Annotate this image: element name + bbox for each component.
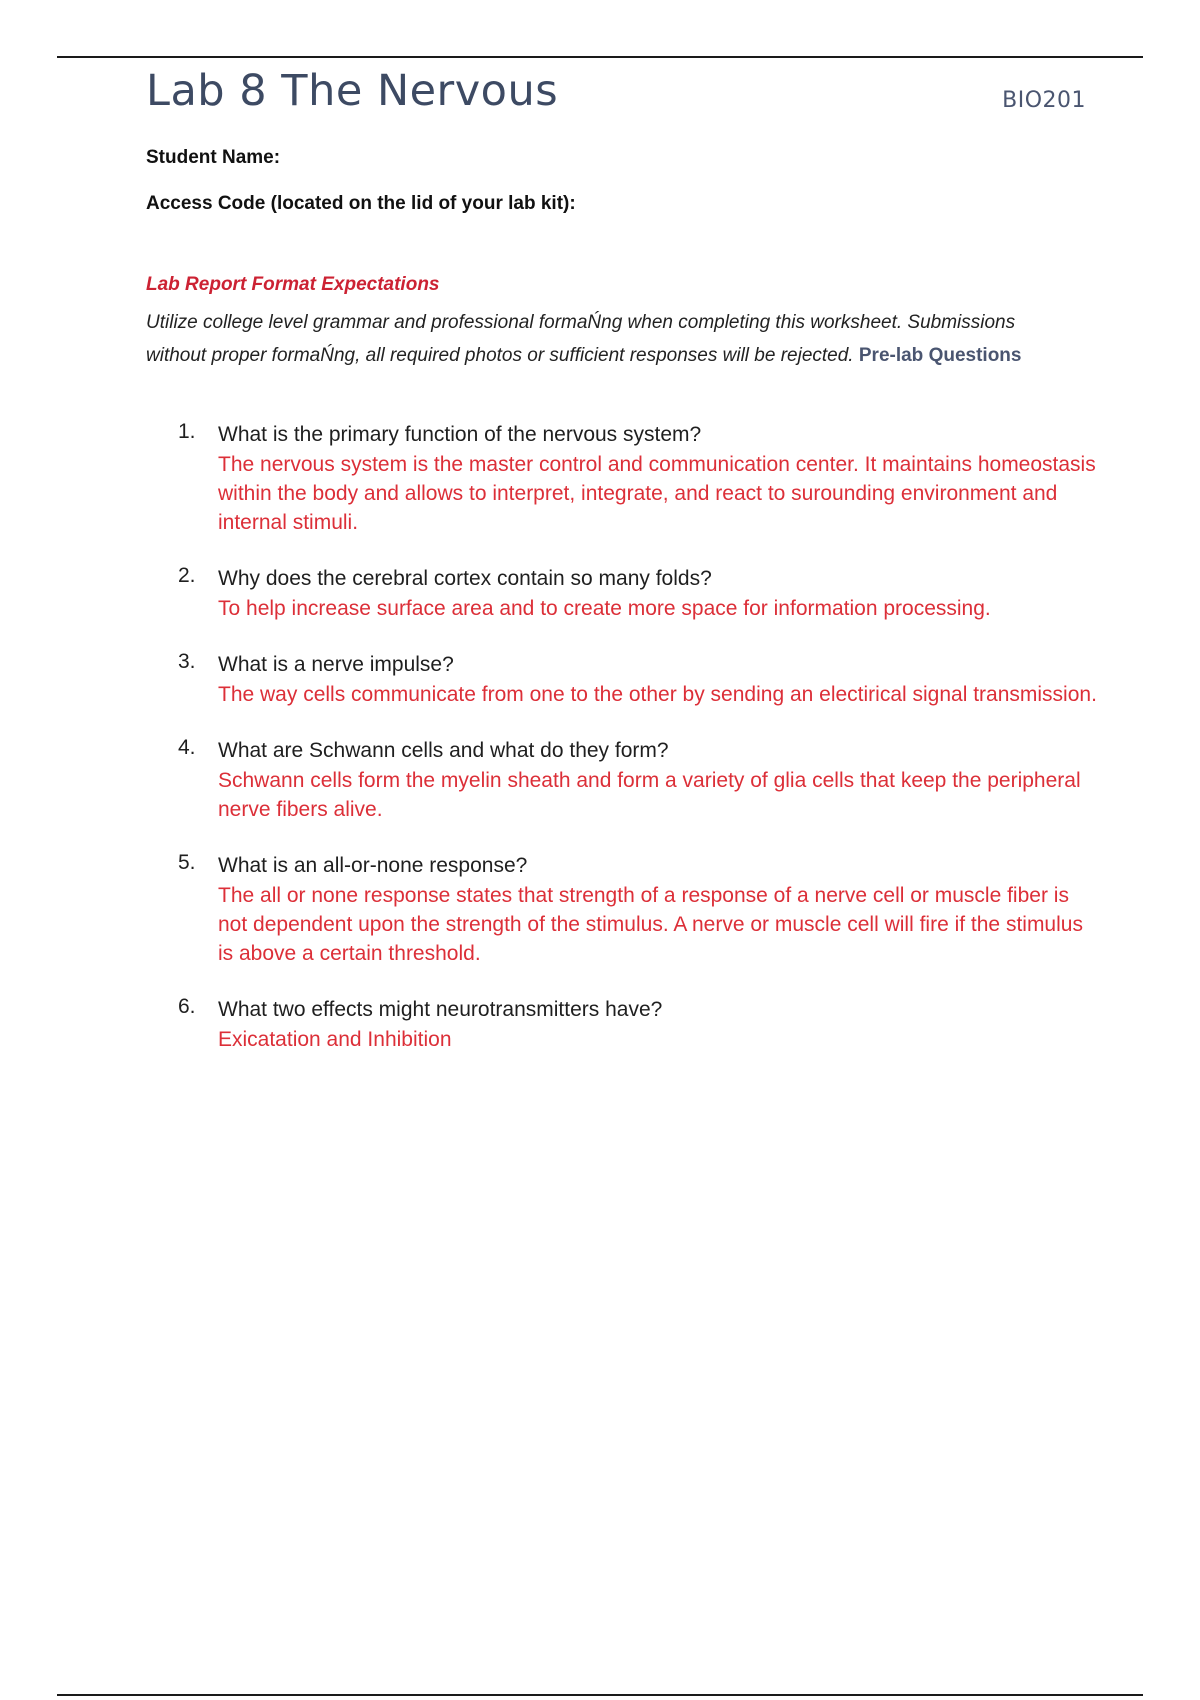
question-number: 4. [178, 736, 196, 759]
document-header [146, 66, 1086, 126]
access-code-label: Access Code (located on the lid of your lab kit): [146, 193, 576, 214]
question-text: What is the primary function of the nervous system? [218, 423, 702, 446]
question-item [178, 851, 1098, 968]
question-number: 5. [178, 851, 196, 874]
top-rule [57, 56, 1143, 58]
page-title: Lab 8 The Nervous [146, 66, 559, 116]
question-item [178, 564, 1098, 623]
question-text: What are Schwann cells and what do they form? [218, 739, 669, 762]
question-number: 6. [178, 995, 196, 1018]
question-number: 2. [178, 564, 196, 587]
format-expectations-body: Utilize college level grammar and professional formaŃng when completing this worksheet. Submissions without proper formaŃng, all required photos or sufficient responses will be rejected. [146, 312, 1016, 366]
question-text: What two effects might neurotransmitters have? [218, 998, 663, 1021]
answer-text: The way cells communicate from one to the other by sending an electirical signal transmission. [218, 683, 1097, 706]
prelab-questions-heading: Pre-lab Questions [858, 345, 1022, 366]
answer-text: To help increase surface area and to create more space for information processing. [218, 597, 991, 620]
question-text: What is an all-or-none response? [218, 854, 528, 877]
format-expectations-text [146, 306, 1076, 372]
answer-text: The nervous system is the master control and communication center. It maintains homeostasis within the body and allows to interpret, integrate, and react to surounding environment and internal stimuli. [218, 453, 1096, 534]
student-name-label: Student Name: [146, 147, 281, 168]
answer-text: The all or none response states that strength of a response of a nerve cell or muscle fiber is not dependent upon the strength of the stimulus. A nerve or muscle cell will fire if the stimulus is above a certain threshold. [218, 884, 1083, 965]
question-item [178, 650, 1098, 709]
question-text: What is a nerve impulse? [218, 653, 454, 676]
question-item [178, 995, 1098, 1054]
course-code: BIO201 [1002, 88, 1086, 113]
question-text: Why does the cerebral cortex contain so many folds? [218, 567, 712, 590]
question-list [178, 420, 1098, 1081]
question-number: 3. [178, 650, 196, 673]
answer-text: Exicatation and Inhibition [218, 1028, 452, 1051]
question-item [178, 736, 1098, 824]
answer-text: Schwann cells form the myelin sheath and form a variety of glia cells that keep the peripheral nerve fibers alive. [218, 769, 1081, 821]
question-item [178, 420, 1098, 537]
format-expectations-heading: Lab Report Format Expectations [146, 274, 440, 295]
bottom-rule [57, 1694, 1143, 1696]
question-number: 1. [178, 420, 196, 443]
